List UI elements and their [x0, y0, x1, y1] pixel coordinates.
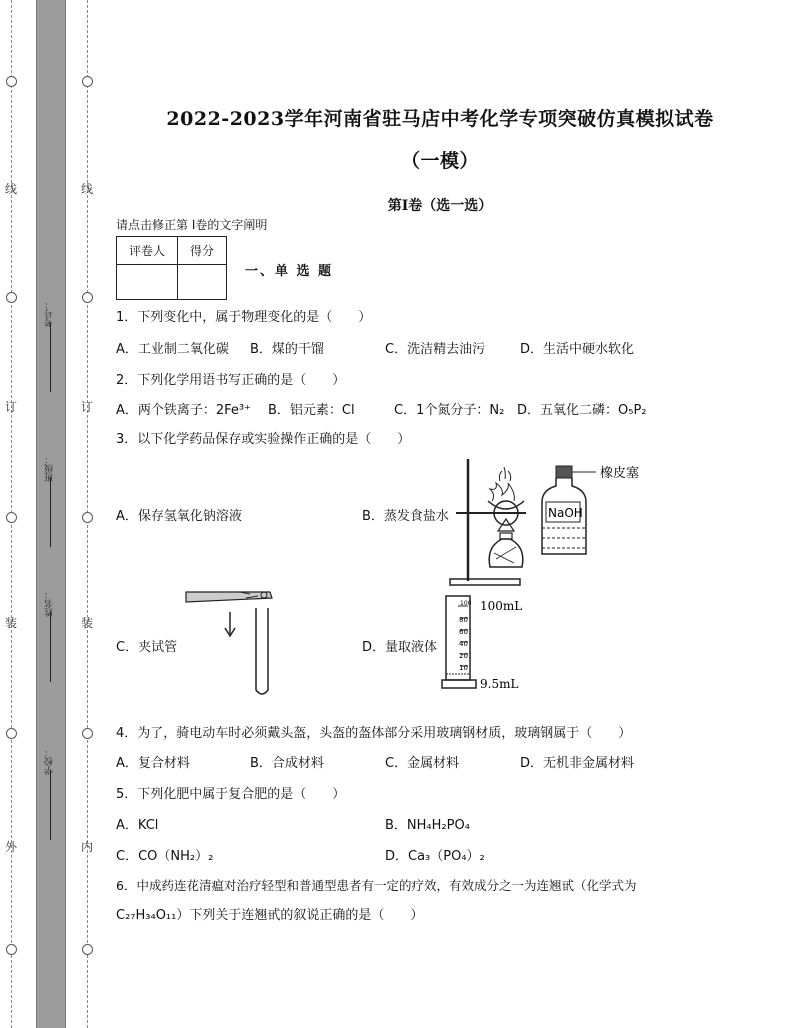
hole-circle	[6, 728, 17, 739]
question-6-stem: 6．中成药连花清瘟对治疗轻型和普通型患者有一定的疗效，有效成分之一为连翘甙（化学式为	[116, 878, 637, 893]
svg-text:60: 60	[459, 628, 468, 636]
score-table	[116, 236, 227, 300]
svg-text:10: 10	[459, 664, 468, 672]
question-4-option-a: A．复合材料	[116, 756, 190, 771]
field-school[interactable]	[40, 748, 60, 844]
question-5-stem: 5．下列化肥中属于复合肥的是（ ）	[116, 787, 346, 802]
svg-text:40: 40	[459, 640, 468, 648]
field-label: 姓名：	[45, 590, 55, 617]
svg-text:100: 100	[460, 600, 472, 607]
outer-char: 订	[4, 400, 17, 414]
svg-text:20: 20	[459, 652, 468, 660]
question-4-option-b: B．合成材料	[250, 756, 324, 771]
field-label: 学校：	[45, 748, 55, 775]
outer-char: 线	[4, 182, 17, 196]
inner-char: 内	[80, 840, 93, 854]
hole-circle	[6, 512, 17, 523]
field-label: 班级：	[45, 455, 55, 482]
test-tube-clamp-figure	[180, 588, 280, 700]
question-4-stem: 4．为了，骑电动车时必须戴头盔，头盔的盔体部分采用玻璃钢材质，玻璃钢属于（ ）	[116, 726, 632, 741]
score-header: 得分	[178, 237, 227, 265]
field-class[interactable]	[40, 455, 60, 551]
hole-circle	[6, 292, 17, 303]
naoh-bottle-figure	[538, 458, 658, 560]
question-4-option-c: C．金属材料	[385, 756, 460, 771]
field-label: 考号：	[45, 300, 55, 327]
graduated-cylinder-figure	[440, 592, 540, 694]
bottle-label: NaOH	[548, 506, 583, 520]
question-1-option-b: B．煤的干馏	[250, 342, 324, 357]
question-3-stem: 3．以下化学药品保存或实验操作正确的是（ ）	[116, 432, 411, 447]
question-2-option-b: B．铝元素：Cl	[268, 403, 355, 418]
question-6-stem-line2: C₂₇H₃₄O₁₁）下列关于连翘甙的叙说正确的是（ ）	[116, 908, 424, 923]
question-2-option-d: D．五氧化二磷：O₅P₂	[517, 403, 647, 418]
question-3-option-b: B．蒸发食盐水	[362, 509, 449, 524]
question-2-option-c: C．1个氮分子：N₂	[394, 403, 505, 418]
page-title: 2022-2023学年河南省驻马店中考化学专项突破仿真模拟试卷	[166, 108, 714, 130]
hole-circle	[6, 944, 17, 955]
inner-char: 线	[80, 182, 93, 196]
cylinder-top-label: 100mL	[480, 599, 523, 613]
cylinder-reading-label: 9.5mL	[480, 677, 519, 691]
question-5-option-c: C．CO（NH₂）₂	[116, 849, 214, 864]
reviewer-header: 评卷人	[117, 237, 178, 265]
hole-circle	[82, 944, 93, 955]
outer-char: 外	[4, 840, 17, 854]
section-note: 请点击修正第 I卷的文字阐明	[116, 218, 268, 232]
question-1-stem: 1．下列变化中，属于物理变化的是（ ）	[116, 310, 372, 325]
question-3-option-c: C．夹试管	[116, 640, 178, 655]
reviewer-cell[interactable]	[117, 265, 178, 300]
hole-circle	[82, 728, 93, 739]
hole-circle	[82, 512, 93, 523]
hole-circle	[82, 292, 93, 303]
inner-char: 订	[80, 400, 93, 414]
question-4-option-d: D．无机非金属材料	[520, 756, 635, 771]
svg-text:80: 80	[459, 616, 468, 624]
section-title: 第I卷（选一选）	[387, 198, 493, 214]
question-5-option-a: A．KCl	[116, 818, 159, 833]
part-label: 一、单 选 题	[245, 264, 334, 279]
score-cell[interactable]	[178, 265, 227, 300]
question-1-option-a: A．工业制二氧化碳	[116, 342, 229, 357]
question-2-option-a: A．两个铁离子：2Fe³⁺	[116, 403, 252, 418]
hole-circle	[6, 76, 17, 87]
question-5-option-b: B．NH₄H₂PO₄	[385, 818, 470, 833]
hole-circle	[82, 76, 93, 87]
question-3-option-a: A．保存氢氧化钠溶液	[116, 509, 242, 524]
question-3-option-d: D．量取液体	[362, 640, 438, 655]
stopper-label: 橡皮塞	[600, 466, 640, 481]
question-2-stem: 2．下列化学用语书写正确的是（ ）	[116, 373, 346, 388]
question-1-option-c: C．洗洁精去油污	[385, 342, 486, 357]
question-1-option-d: D．生活中硬水软化	[520, 342, 635, 357]
inner-char: 装	[80, 616, 93, 630]
outer-char: 装	[4, 616, 17, 630]
question-5-option-d: D．Ca₃（PO₄）₂	[385, 849, 485, 864]
field-name[interactable]	[40, 590, 60, 686]
evaporation-apparatus-figure	[440, 455, 540, 590]
field-exam-number[interactable]	[40, 300, 60, 396]
page-subtitle: （一模）	[400, 150, 479, 172]
